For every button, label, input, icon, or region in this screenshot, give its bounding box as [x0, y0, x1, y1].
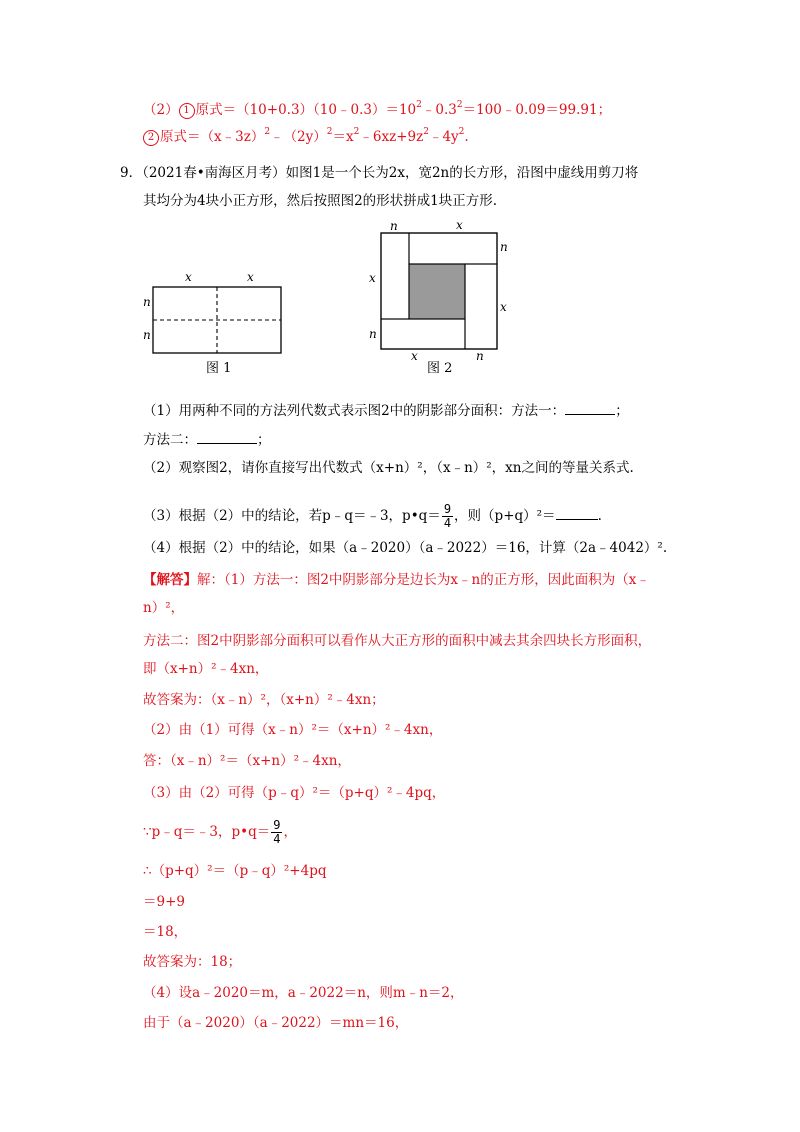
solution-2-line-1: （2） 1 原式$=(10+0.3)(10﹣0.3)=10^2﹣0.3^2=100﹣0.09=99.91$； — [143, 100, 612, 118]
text: 4 — [273, 832, 281, 846]
answer-line-2: n）²， — [143, 600, 185, 616]
sub-question-1-line-1 — [143, 400, 629, 421]
fig2-bottom-rect — [381, 319, 465, 349]
fig2-label-x-right: x — [500, 300, 507, 314]
text: 原式＝（x﹣3z） — [160, 129, 265, 145]
answer-tag: 【解答】 — [143, 572, 197, 588]
answer-line-13: 故答案为：18； — [143, 954, 242, 970]
question-9-line-1: 9．（2021春•南海区月考）如图1是一个长为2x，宽2n的长方形，沿图中虚线用剪刀将 — [120, 165, 639, 181]
fig2-label-n-left: n — [369, 327, 377, 341]
text: （2） — [143, 102, 179, 118]
text: ＝x — [332, 129, 354, 145]
answer-line-9 — [143, 817, 297, 847]
fig2-label-x-bottom: x — [411, 349, 418, 363]
answer-line-10: ∴（p+q）²＝（p﹣q）²+4pq — [143, 863, 327, 879]
answer-line-14: （4）设a﹣2020＝m，a﹣2022＝n，则m﹣n＝2， — [143, 985, 464, 1001]
text: . — [597, 508, 602, 524]
text: . — [464, 129, 469, 145]
text: ﹣6xz+9z — [359, 129, 424, 145]
fig2-label-n-top-left: n — [390, 219, 398, 233]
fig2-left-rect — [381, 233, 409, 319]
answer-line-8: （3）由（2）可得（p﹣q）²＝（p+q）²﹣4pq， — [143, 785, 446, 801]
text: （3）根据（2）中的结论，若p﹣q＝﹣3，p•q＝ — [143, 508, 441, 524]
fraction-9-over-4 — [442, 503, 453, 530]
text: ＝100﹣0.09＝99.91； — [462, 102, 612, 118]
answer-line-1 — [143, 570, 650, 590]
sub-question-4: （4）根据（2）中的结论，如果（a﹣2020）（a﹣2022）＝16，计算（2a﹣4042）². — [143, 540, 668, 556]
text: ； — [257, 432, 271, 448]
text: ； — [615, 403, 629, 419]
text: 9 — [443, 502, 452, 516]
fig2-label-x-left: x — [369, 271, 376, 285]
answer-line-15: 由于（a﹣2020）（a﹣2022）＝mn＝16， — [143, 1015, 409, 1031]
answer-line-12: ＝18， — [143, 924, 188, 940]
fig1-label-n-top: n — [143, 295, 151, 309]
fraction-9-over-4 — [271, 819, 282, 846]
sub-question-3 — [143, 501, 602, 531]
text: 解：（1）方法一：图2中阴影部分是边长为x﹣n的正方形，因此面积为（x﹣ — [197, 572, 650, 588]
text: 方法二： — [143, 432, 197, 448]
answer-line-7: 答：（x﹣n）²＝（x+n）²﹣4xn， — [143, 753, 351, 769]
answer-line-6: （2）由（1）可得（x﹣n）²＝（x+n）²﹣4xn， — [143, 722, 443, 738]
fig2-label-n-right: n — [500, 240, 508, 254]
text: ，则（p+q）²＝ — [454, 508, 556, 524]
answer-line-3: 方法二：图2中阴影部分面积可以看作从大正方形的面积中减去其余四块长方形面积， — [143, 633, 652, 649]
circled-1-icon: 1 — [179, 103, 195, 119]
text: ， — [283, 824, 297, 840]
circled-2-icon: 2 — [143, 130, 159, 146]
answer-line-11: ＝9+9 — [143, 894, 185, 910]
fig1-label-x-left: x — [185, 270, 192, 284]
answer-blank — [565, 400, 615, 415]
solution-2-line-2: 2 原式$=(x﹣3z)^2﹣(2y)^2=x^2﹣6xz+9z^2﹣4y^2$. — [143, 127, 469, 147]
fig2-caption: 图 2 — [427, 361, 453, 376]
figure-2 — [365, 218, 515, 380]
text: ﹣（2y） — [270, 129, 327, 145]
text: ﹣0.3 — [421, 102, 457, 118]
text: （1）用两种不同的方法列代数式表示图2中的阴影部分面积：方法一： — [143, 403, 566, 419]
text: 9 — [273, 818, 281, 832]
fig1-caption: 图 1 — [206, 361, 232, 376]
answer-blank — [197, 429, 257, 444]
sub-question-2: （2）观察图2，请你直接写出代数式（x+n）²，（x﹣n）²，xn之间的等量关系式. — [143, 460, 634, 476]
fig2-right-rect — [465, 264, 497, 349]
answer-line-4: 即（x+n）²﹣4xn， — [143, 661, 269, 677]
answer-line-5: 故答案为：（x﹣n）²，（x+n）²﹣4xn； — [143, 692, 385, 708]
fig1-label-n-bottom: n — [143, 328, 151, 342]
fig2-label-n-bottom-right: n — [476, 349, 484, 363]
fig1-label-x-right: x — [247, 270, 254, 284]
question-9-line-2: 其均分为4块小正方形，然后按照图2的形状拼成1块正方形. — [143, 193, 498, 209]
fig2-top-rect — [409, 233, 497, 264]
fig2-label-x-top: x — [456, 218, 463, 232]
fig2-shaded-square — [409, 264, 465, 319]
text: 4 — [443, 516, 452, 530]
text: ∵p﹣q＝﹣3，p•q＝ — [143, 824, 271, 840]
answer-blank — [556, 505, 598, 520]
figure-1 — [140, 268, 290, 380]
sub-question-1-line-2 — [143, 429, 271, 450]
text: ﹣4y — [428, 129, 459, 145]
text: 原式＝（10+0.3）（10﹣0.3）＝10 — [195, 102, 417, 118]
